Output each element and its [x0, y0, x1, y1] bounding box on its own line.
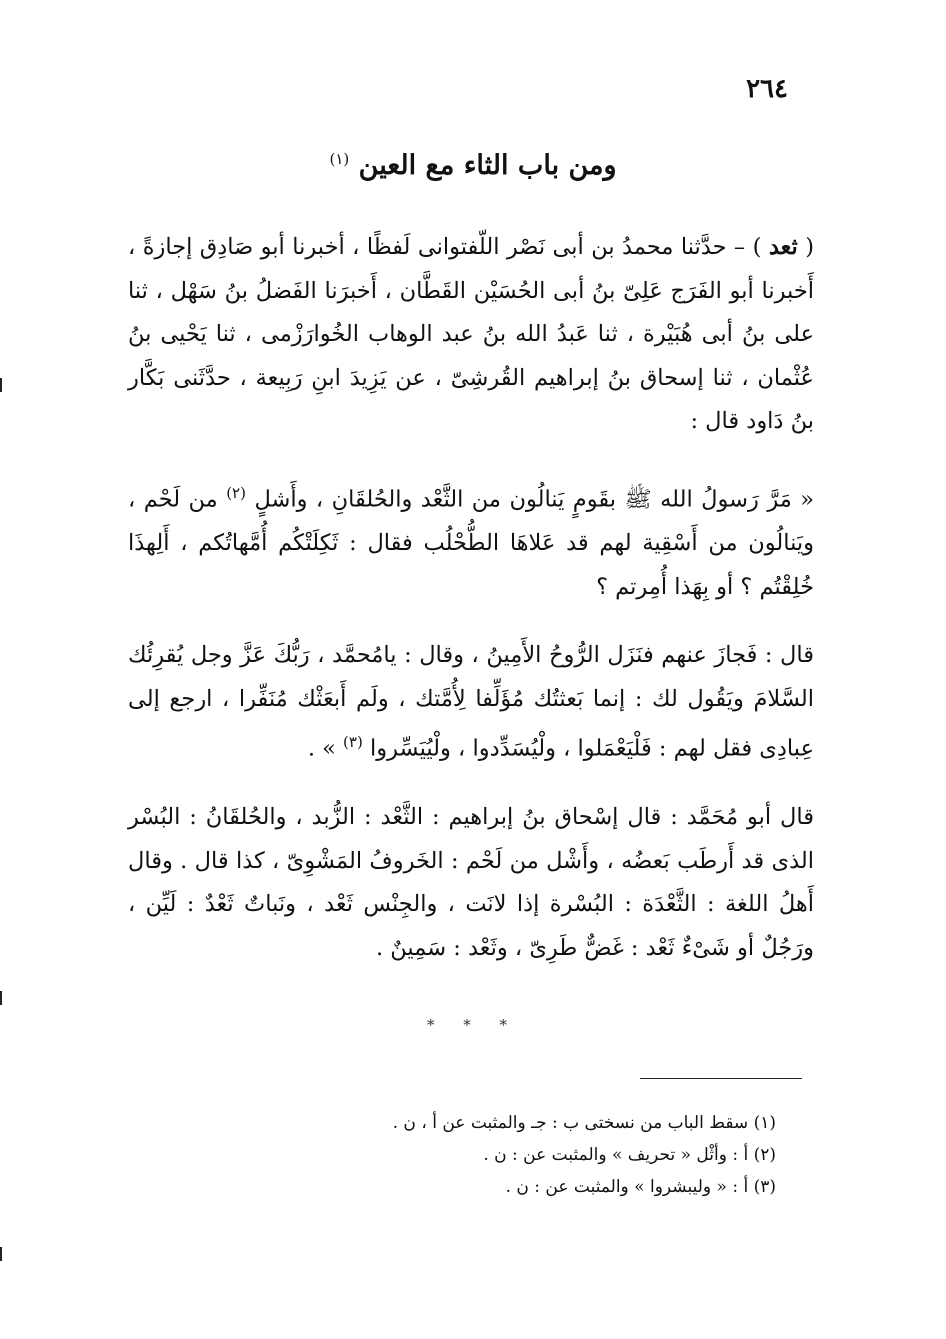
revelation-text: قال : فَجازَ عنهم فنَزَل الرُّوحُ الأَمِينُ ، وقال : يامُحمَّد ، رَبُّكَ عَزَّ وجل يُقرِئُك السَّلامَ ويَقُول لك : إنما بَعثتُك مُؤَلِّفا لِأُمَّتك ، ولَم أَبعَثْك مُنَفِّرا ، ارجع إلى عِبادِى فقل لهم : فَلْيَعْمَلوا ، ولْيُسَدِّدوا ، ولْيُيَسِّروا — [128, 642, 814, 762]
headword: ثعد — [768, 234, 798, 260]
footnote-ref-2: (٢) — [226, 484, 246, 502]
footnote-2: (٢) أ : وأثْل « تحريف » والمثبت عن : ن . — [483, 1145, 776, 1165]
chapter-title-text: ومن باب الثاء مع العين — [358, 150, 617, 181]
hadith-text-start: « مَرَّ رَسولُ الله ﷺ بقَومٍ يَنالُون من الثَّعْد والحُلقَانِ ، وأَشلٍ — [254, 486, 815, 513]
footnotes — [216, 1107, 776, 1203]
explanation-text: قال أبو مُحَمَّد : قال إسْحاق بنُ إبراهيم : الثَّعْد : الزُّبد ، والحُلقَانُ : البُسْر الذى قد أَرطَب بَعضُه ، وأَشْل من لَحْم : الخَروفُ المَشْوِىّ ، كذا قال . وقال أَهلُ اللغة : الثَّعْدَة : البُسْرة إذا لانَت ، والجِنْس ثَعْد ، ونَباتٌ ثَعْدٌ : لَيِّن ، ورَجُلٌ أو شَىْءٌ ثَعْد : غَضٌّ طَرِىّ ، وثَعْد : سَمِينٌ . — [128, 804, 814, 961]
scan-margin-mark — [0, 1247, 2, 1261]
chapter-title-footnote-ref: (١) — [329, 150, 350, 168]
paragraph-isnad — [128, 226, 814, 444]
footnote-1: (١) سقط الباب من نسختى ب : جـ والمثبت عن أ ، ن . — [392, 1113, 776, 1133]
footnote-3: (٣) أ : « وليبشروا » والمثبت عن : ن . — [505, 1177, 776, 1197]
revelation-text-end: » . — [307, 735, 336, 762]
page-number: ٢٦٤ — [746, 74, 788, 104]
open-paren: ( — [805, 234, 814, 260]
section-separator: * * * — [426, 1016, 520, 1034]
chapter-title — [130, 150, 816, 181]
paragraph-hadith — [128, 472, 814, 609]
isnad-text: ) – حدَّثنا محمدُ بن أبى نَصْر اللّفتوانى لَفظًا ، أخبرنا أبو صَادِق إجازةً ، أَخبرنا أبو الفَرَج عَلِىّ بنُ أبى الحُسَيْن القَطَّان ، أَخبرَنا الفَضلُ بنُ سَهْل ، ثنا على بنُ أبى هُبَيْرة ، ثنا عَبدُ الله بنُ عبد الوهاب الخُوارَزْمى ، ثنا يَحْيى بنُ عُثْمان ، ثنا إسحاق بنُ إبراهيم القُرشِىّ ، عن يَزِيدَ ابنِ رَبِيعة ، حدَّثَنى بَكَّار بنُ دَاود قال : — [128, 234, 814, 434]
scan-margin-mark — [0, 991, 2, 1005]
hadith-text-end: من لَحْم ، ويَنالُون من أَسْقِية لهم قد عَلاهَا الطُّحْلُب فقال : ثَكِلَتْكُم أُمَّهاتُكم ، أَلِهذَا خُلِقْتُم ؟ أو بِهَذا أُمِرتم ؟ — [128, 486, 814, 600]
paragraph-revelation — [128, 634, 814, 771]
footnote-ref-3: (٣) — [343, 733, 363, 751]
scan-margin-mark — [0, 378, 2, 392]
footnote-divider — [640, 1078, 802, 1079]
paragraph-explanation — [128, 796, 814, 970]
